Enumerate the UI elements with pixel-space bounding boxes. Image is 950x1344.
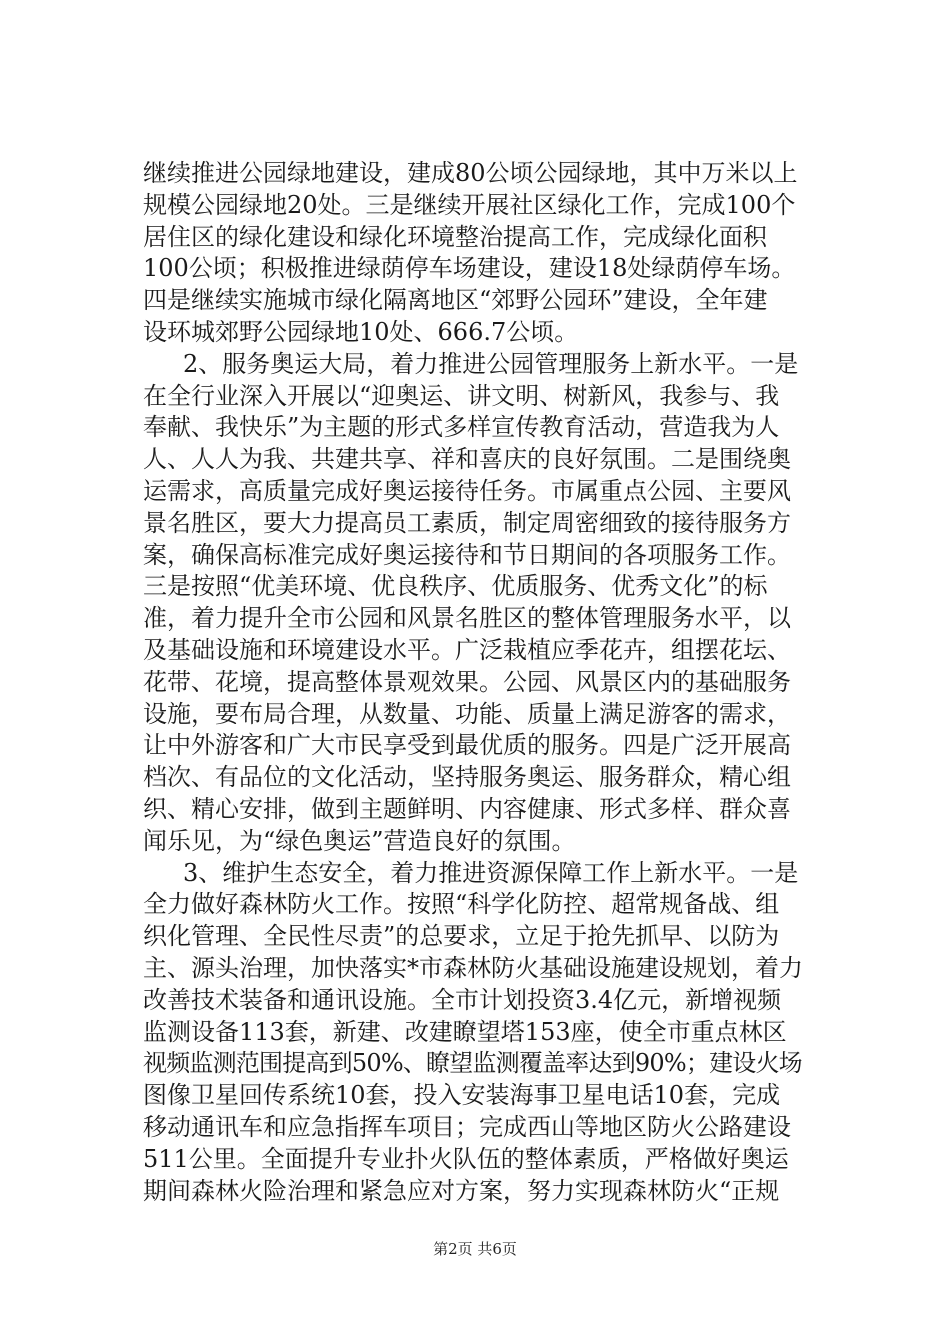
text-line: 视频监测范围提高到50%、瞭望监测覆盖率达到90%；建设火场 bbox=[143, 1049, 802, 1078]
text-line: 改善技术装备和通讯设施。全市计划投资3.4亿元，新增视频 bbox=[143, 985, 782, 1014]
text-line: 织、精心安排，做到主题鲜明、内容健康、形式多样、群众喜 bbox=[143, 794, 791, 823]
document-body bbox=[143, 158, 803, 1207]
text-line: 在全行业深入开展以“迎奥运、讲文明、树新风，我参与、我 bbox=[143, 381, 780, 410]
text-line: 设环城郊野公园绿地10处、666.7公顷。 bbox=[143, 317, 579, 346]
text-line: 四是继续实施城市绿化隔离地区“郊野公园环”建设，全年建 bbox=[143, 286, 768, 315]
text-line: 511公里。全面提升专业扑火队伍的整体素质，严格做好奥运 bbox=[143, 1144, 789, 1173]
text-line: 2、服务奥运大局，着力推进公园管理服务上新水平。一是 bbox=[183, 349, 799, 378]
text-line: 居住区的绿化建设和绿化环境整治提高工作，完成绿化面积 bbox=[143, 222, 767, 251]
text-line: 景名胜区，要大力提高员工素质，制定周密细致的接待服务方 bbox=[143, 508, 791, 537]
text-line: 规模公园绿地20处。三是继续开展社区绿化工作，完成100个 bbox=[143, 190, 796, 219]
text-line: 3、维护生态安全，着力推进资源保障工作上新水平。一是 bbox=[183, 858, 799, 887]
text-line: 监测设备113套，新建、改建瞭望塔153座，使全市重点林区 bbox=[143, 1017, 787, 1046]
page-footer: 第2页 共6页 bbox=[433, 1240, 517, 1258]
text-line: 主、源头治理，加快落实*市森林防火基础设施建设规划，着力 bbox=[143, 953, 803, 982]
text-line: 准，着力提升全市公园和风景名胜区的整体管理服务水平，以 bbox=[143, 604, 791, 633]
text-line: 及基础设施和环境建设水平。广泛栽植应季花卉，组摆花坛、 bbox=[143, 635, 791, 664]
text-line: 100公顷；积极推进绿荫停车场建设，建设18处绿荫停车场。 bbox=[143, 254, 796, 283]
text-line: 运需求，高质量完成好奥运接待任务。市属重点公园、主要风 bbox=[143, 476, 791, 505]
text-line: 案，确保高标准完成好奥运接待和节日期间的各项服务工作。 bbox=[143, 540, 791, 569]
text-line: 奉献、我快乐”为主题的形式多样宣传教育活动，营造我为人 bbox=[143, 413, 780, 442]
text-line: 图像卫星回传系统10套，投入安装海事卫星电话10套，完成 bbox=[143, 1081, 781, 1110]
text-line: 让中外游客和广大市民享受到最优质的服务。四是广泛开展高 bbox=[143, 731, 791, 760]
text-line: 设施，要布局合理，从数量、功能、质量上满足游客的需求， bbox=[143, 699, 791, 728]
text-line: 闻乐见，为“绿色奥运”营造良好的氛围。 bbox=[143, 826, 576, 855]
text-line: 三是按照“优美环境、优良秩序、优质服务、优秀文化”的标 bbox=[143, 572, 768, 601]
text-line: 人、人人为我、共建共享、祥和喜庆的良好氛围。二是围绕奥 bbox=[143, 445, 791, 474]
text-line: 期间森林火险治理和紧急应对方案，努力实现森林防火“正规 bbox=[143, 1176, 780, 1205]
text-line: 档次、有品位的文化活动，坚持服务奥运、服务群众，精心组 bbox=[143, 763, 791, 792]
text-line: 全力做好森林防火工作。按照“科学化防控、超常规备战、组 bbox=[143, 890, 780, 919]
text-line: 移动通讯车和应急指挥车项目；完成西山等地区防火公路建设 bbox=[143, 1112, 791, 1141]
text-line: 继续推进公园绿地建设，建成80公顷公园绿地，其中万米以上 bbox=[143, 159, 798, 187]
text-line: 花带、花境，提高整体景观效果。公园、风景区内的基础服务 bbox=[143, 667, 791, 696]
text-line: 织化管理、全民性尽责”的总要求，立足于抢先抓早、以防为 bbox=[143, 922, 780, 951]
